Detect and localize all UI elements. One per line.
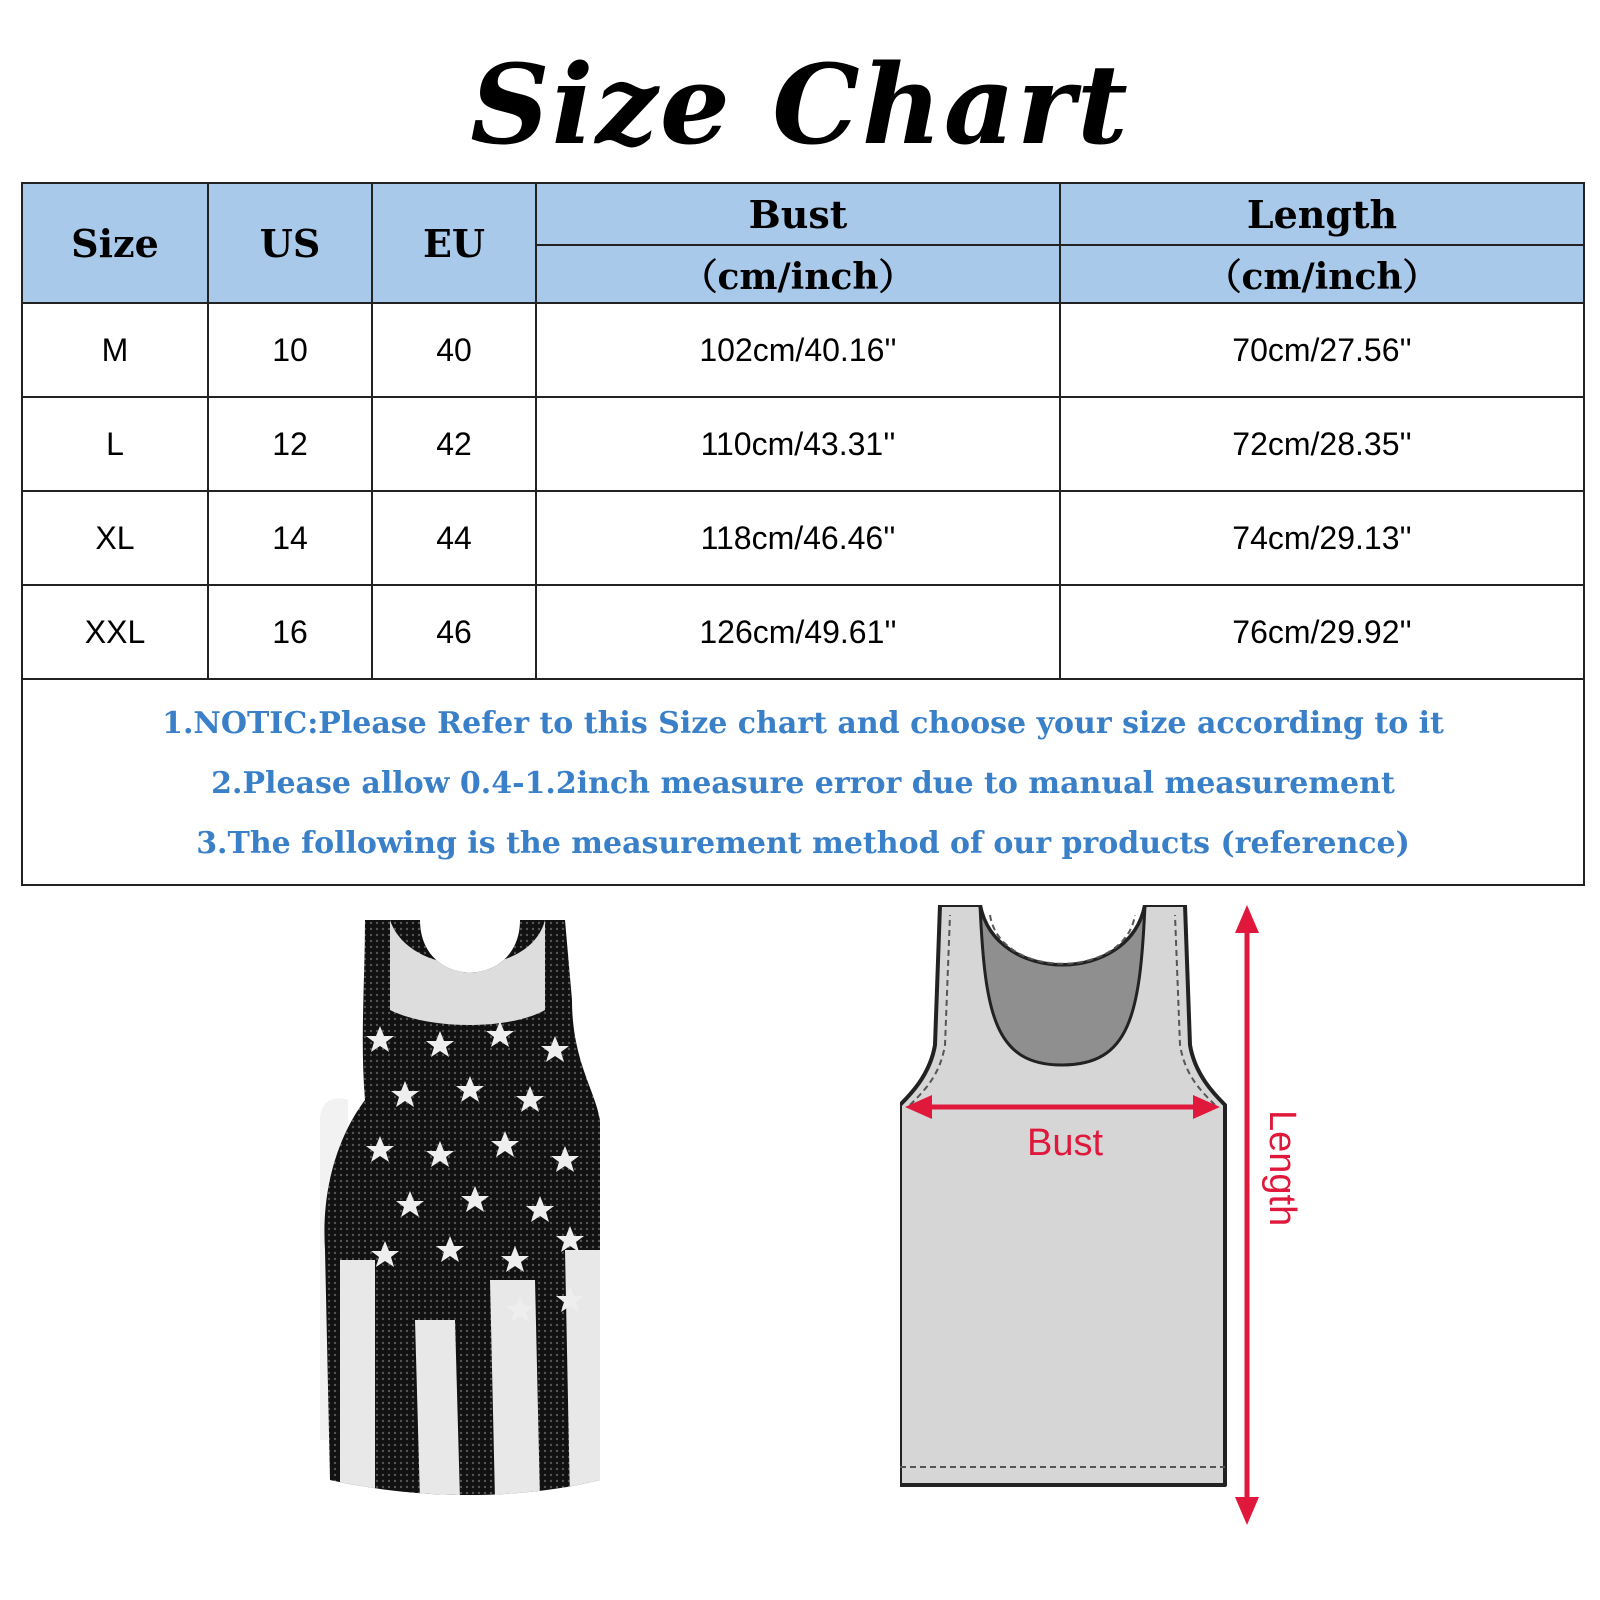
table-row [22, 491, 1584, 585]
cell-size: XXL [22, 585, 208, 679]
header-bust: Bust [536, 183, 1060, 245]
cell-length: 72cm/28.35'' [1060, 397, 1584, 491]
notes-cell [22, 679, 1584, 885]
table-row [22, 585, 1584, 679]
cell-eu: 42 [372, 397, 536, 491]
tank-top-photo [320, 920, 620, 1500]
size-table [21, 182, 1585, 886]
header-us: US [208, 183, 372, 303]
cell-length: 74cm/29.13'' [1060, 491, 1584, 585]
header-length: Length [1060, 183, 1584, 245]
cell-size: L [22, 397, 208, 491]
cell-size: XL [22, 491, 208, 585]
note-line-2: 2.Please allow 0.4-1.2inch measure error due to manual measurement [211, 766, 1395, 801]
cell-bust: 126cm/49.61'' [536, 585, 1060, 679]
cell-eu: 46 [372, 585, 536, 679]
note-line-1: 1.NOTIC:Please Refer to this Size chart and choose your size according to it [162, 706, 1444, 741]
header-bust-unit: （cm/inch） [536, 245, 1060, 303]
table-row [22, 303, 1584, 397]
cell-bust: 102cm/40.16'' [536, 303, 1060, 397]
header-size: Size [22, 183, 208, 303]
cell-us: 12 [208, 397, 372, 491]
notes-row [22, 679, 1584, 885]
header-length-unit: （cm/inch） [1060, 245, 1584, 303]
size-chart-title: Size Chart [470, 40, 1130, 169]
cell-length: 70cm/27.56'' [1060, 303, 1584, 397]
cell-us: 14 [208, 491, 372, 585]
table-row [22, 397, 1584, 491]
bust-label: Bust [1026, 1122, 1104, 1164]
length-arrow [1235, 905, 1259, 1525]
cell-eu: 44 [372, 491, 536, 585]
cell-us: 10 [208, 303, 372, 397]
header-eu: EU [372, 183, 536, 303]
tank-top-measurement-diagram [900, 905, 1350, 1525]
length-label: Length [1261, 1110, 1303, 1227]
cell-length: 76cm/29.92'' [1060, 585, 1584, 679]
cell-bust: 118cm/46.46'' [536, 491, 1060, 585]
cell-eu: 40 [372, 303, 536, 397]
note-line-3: 3.The following is the measurement method of our products (reference) [196, 826, 1410, 861]
cell-us: 16 [208, 585, 372, 679]
cell-size: M [22, 303, 208, 397]
cell-bust: 110cm/43.31'' [536, 397, 1060, 491]
